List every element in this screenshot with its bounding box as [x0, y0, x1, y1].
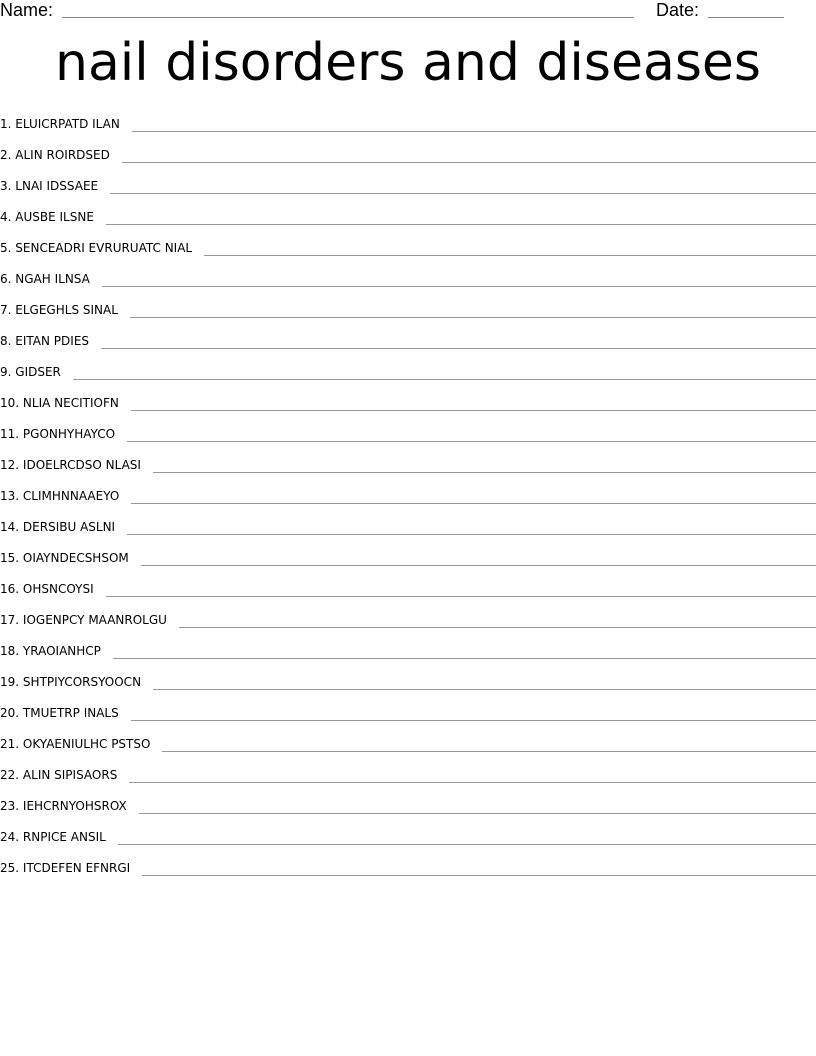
scrambled-word [0, 427, 115, 447]
scrambled-word [0, 210, 94, 230]
scrambled-word [0, 582, 94, 602]
answer-line[interactable] [122, 162, 816, 163]
item-number: 24. [0, 830, 20, 844]
list-item [0, 199, 816, 230]
scrambled-letters: YRAOIANHCP [22, 644, 101, 658]
scrambled-word-list [0, 106, 816, 881]
scrambled-word [0, 117, 120, 137]
item-number: 5. [0, 241, 12, 255]
scrambled-word [0, 396, 119, 416]
scrambled-word [0, 675, 141, 695]
list-item [0, 850, 816, 881]
scrambled-letters: IOGENPCY MAANROLGU [22, 613, 167, 627]
answer-line[interactable] [130, 317, 816, 318]
item-number: 19. [0, 675, 20, 689]
item-number: 11. [0, 427, 20, 441]
scrambled-letters: NLIA NECITIOFN [22, 396, 119, 410]
scrambled-word [0, 551, 129, 571]
list-item [0, 664, 816, 695]
item-number: 25. [0, 861, 20, 875]
worksheet-header [0, 0, 816, 22]
list-item [0, 788, 816, 819]
answer-line[interactable] [127, 441, 816, 442]
answer-line[interactable] [141, 565, 816, 566]
scrambled-letters: OIAYNDECSHSOM [22, 551, 129, 565]
list-item [0, 819, 816, 850]
scrambled-letters: ELGEGHLS SINAL [15, 303, 118, 317]
scrambled-letters: OHSNCOYSI [22, 582, 94, 596]
answer-line[interactable] [102, 286, 816, 287]
item-number: 17. [0, 613, 20, 627]
item-number: 1. [0, 117, 12, 131]
scrambled-letters: IDOELRCDSO NLASI [22, 458, 141, 472]
scrambled-word [0, 613, 167, 633]
answer-line[interactable] [118, 844, 816, 845]
answer-line[interactable] [106, 224, 816, 225]
answer-line[interactable] [131, 410, 816, 411]
list-item [0, 323, 816, 354]
scrambled-word [0, 520, 115, 540]
list-item [0, 757, 816, 788]
scrambled-word [0, 334, 89, 354]
scrambled-word [0, 799, 127, 819]
item-number: 14. [0, 520, 20, 534]
scrambled-letters: DERSIBU ASLNI [22, 520, 116, 534]
item-number: 4. [0, 210, 12, 224]
scrambled-letters: TMUETRP INALS [22, 706, 119, 720]
answer-line[interactable] [106, 596, 816, 597]
scrambled-word [0, 644, 101, 664]
item-number: 12. [0, 458, 20, 472]
scrambled-letters: ALIN SIPISAORS [22, 768, 118, 782]
scrambled-letters: AUSBE ILSNE [15, 210, 94, 224]
list-item [0, 292, 816, 323]
scrambled-word [0, 861, 130, 881]
answer-line[interactable] [153, 472, 816, 473]
scrambled-letters: EITAN PDIES [15, 334, 90, 348]
item-number: 13. [0, 489, 20, 503]
scrambled-word [0, 706, 119, 726]
list-item [0, 478, 816, 509]
list-item [0, 230, 816, 261]
list-item [0, 509, 816, 540]
scrambled-word [0, 272, 90, 292]
answer-line[interactable] [142, 875, 816, 876]
answer-line[interactable] [131, 720, 816, 721]
item-number: 6. [0, 272, 12, 286]
scrambled-word [0, 489, 119, 509]
answer-line[interactable] [132, 131, 816, 132]
answer-line[interactable] [153, 689, 816, 690]
scrambled-letters: RNPICE ANSIL [22, 830, 106, 844]
answer-line[interactable] [179, 627, 816, 628]
answer-line[interactable] [139, 813, 816, 814]
list-item [0, 695, 816, 726]
answer-line[interactable] [129, 782, 816, 783]
scrambled-word [0, 737, 150, 757]
item-number: 10. [0, 396, 20, 410]
answer-line[interactable] [110, 193, 816, 194]
answer-line[interactable] [101, 348, 816, 349]
scrambled-letters: GIDSER [15, 365, 61, 379]
list-item [0, 571, 816, 602]
item-number: 16. [0, 582, 20, 596]
scrambled-word [0, 303, 118, 323]
page-title: nail disorders and diseases [54, 33, 761, 93]
scrambled-letters: SENCEADRI EVRURUATC NIAL [15, 241, 193, 255]
item-number: 7. [0, 303, 12, 317]
item-number: 3. [0, 179, 12, 193]
item-number: 21. [0, 737, 20, 751]
scrambled-letters: OKYAENIULHC PSTSO [22, 737, 151, 751]
item-number: 15. [0, 551, 20, 565]
scrambled-letters: CLIMHNNAAEYO [22, 489, 120, 503]
scrambled-word [0, 458, 141, 478]
scrambled-word [0, 365, 61, 385]
scrambled-letters: PGONHYHAYCO [22, 427, 116, 441]
item-number: 18. [0, 644, 20, 658]
scrambled-word [0, 768, 117, 788]
list-item [0, 354, 816, 385]
item-number: 23. [0, 799, 20, 813]
scrambled-word [0, 179, 98, 199]
item-number: 9. [0, 365, 12, 379]
list-item [0, 416, 816, 447]
scrambled-word [0, 241, 192, 261]
answer-line[interactable] [73, 379, 816, 380]
scrambled-letters: ELUICRPATD ILAN [15, 117, 120, 131]
list-item [0, 168, 816, 199]
list-item [0, 540, 816, 571]
name-field-line[interactable] [62, 17, 634, 18]
answer-line[interactable] [131, 503, 816, 504]
list-item [0, 137, 816, 168]
answer-line[interactable] [162, 751, 816, 752]
item-number: 20. [0, 706, 20, 720]
answer-line[interactable] [113, 658, 816, 659]
scrambled-letters: ALIN ROIRDSED [15, 148, 110, 162]
scrambled-letters: LNAI IDSSAEE [15, 179, 99, 193]
scrambled-letters: SHTPIYCORSYOOCN [22, 675, 142, 689]
scrambled-letters: NGAH ILNSA [15, 272, 90, 286]
date-field-line[interactable] [708, 17, 784, 18]
list-item [0, 106, 816, 137]
scrambled-word [0, 830, 106, 850]
list-item [0, 261, 816, 292]
scrambled-word [0, 148, 110, 168]
item-number: 2. [0, 148, 12, 162]
item-number: 8. [0, 334, 12, 348]
date-label: Date: [656, 0, 700, 20]
name-label: Name: [0, 0, 54, 20]
scrambled-letters: IEHCRNYOHSROX [22, 799, 127, 813]
answer-line[interactable] [127, 534, 816, 535]
list-item [0, 385, 816, 416]
list-item [0, 447, 816, 478]
list-item [0, 633, 816, 664]
list-item [0, 602, 816, 633]
answer-line[interactable] [204, 255, 816, 256]
scrambled-letters: ITCDEFEN EFNRGI [22, 861, 131, 875]
list-item [0, 726, 816, 757]
item-number: 22. [0, 768, 20, 782]
